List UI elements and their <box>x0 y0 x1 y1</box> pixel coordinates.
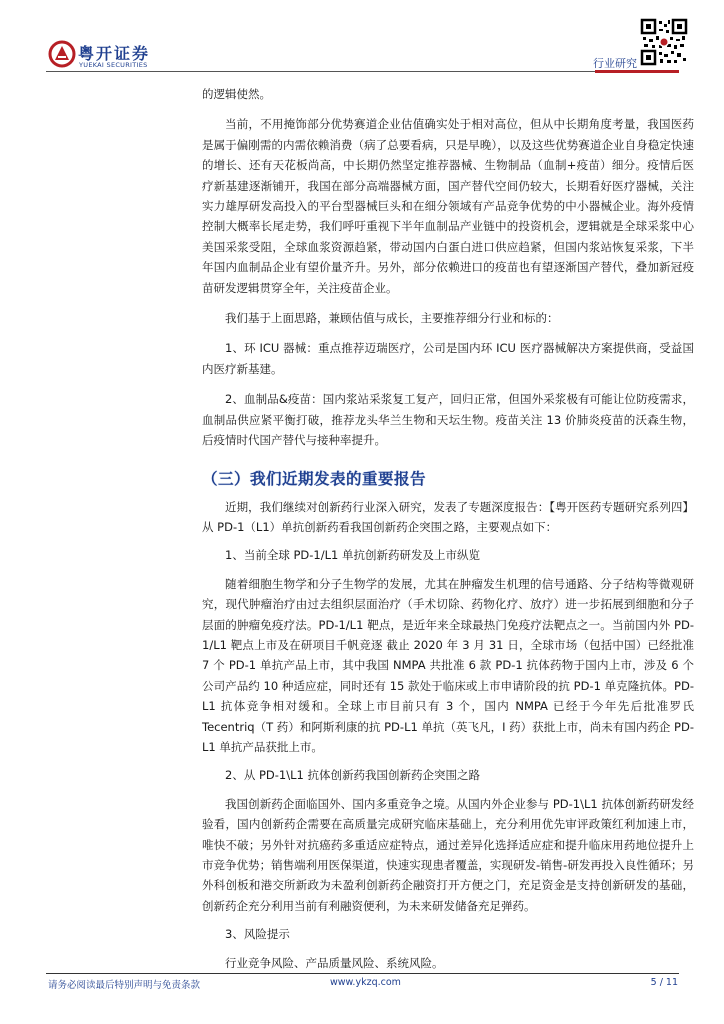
paragraph-breakthrough-path: 我国创新药企面临国外、国内多重竞争之境。从国内外企业参与 PD-1\L1 抗体创新药研发经验看，国内创新药企需要在高质量完成研究临床基础上，充分利用优先审评政策红利加速上市，唯快不破；另外针对抗癌药多重适应症特点，通过差异化选择适应症和提升临床用药地位提升上市竞争优势；销售端利用医保渠道，快速实现患者覆盖，实现研发-销售-研发再投入良性循环；另外科创板和港交所新政为未盈利创新药企融资打开方便之门，充足资金是支持创新研发的基础，创新药企充分利用当前有利融资便利，为未来研发储备充足弹药。 <box>202 796 694 913</box>
header-accent-rule <box>595 70 679 73</box>
qr-code-icon <box>640 18 688 66</box>
subheading-risk-warning: 3、风险提示 <box>225 927 290 942</box>
footer-divider <box>46 973 679 974</box>
paragraph-market-view: 当前，不用掩饰部分优势赛道企业估值确实处于相对高位，但从中长期角度考量，我国医药是属于偏刚需的内需依赖消费（病了总要看病，只是早晚），以及这些优势赛道企业自身稳定快速的增长、还有天花板尚高，中长期仍然坚定推荐器械、生物制品（血制+疫苗）细分。疫情后医疗新基建逐渐铺开，我国在部分高端器械方面，国产替代空间仍较大，长期看好医疗器械，关注实力雄厚研发高投入的平台型器械巨头和在细分领域有产品竞争优势的中小器械企业。海外疫情控制大概率长尾走势，我们呼吁重视下半年血制品产业链中的投资机会，逻辑就是全球采浆中心美国采浆受阻，全球血浆资源趋紧，带动国内白蛋白进口供应趋紧，但国内浆站恢复采浆，下半年国内血制品企业有望价量齐升。另外，部分依赖进口的疫苗也有望逐渐国产替代，叠加新冠疫苗研发逻辑贯穿全年，关注疫苗企业。 <box>202 117 694 295</box>
paragraph-blood-products-vaccines: 2、血制品&疫苗：国内浆站采浆复工复产，回归正常，但国外采浆极有可能让位防疫需求，血制品供应紧平衡打破，推荐龙头华兰生物和天坛生物。疫苗关注 13 价肺炎疫苗的沃森生物，后疫情时代国产替代与接种率提升。 <box>202 392 694 448</box>
logo-mark-icon <box>48 40 76 68</box>
paragraph-pd1-overview: 随着细胞生物学和分子生物学的发展，尤其在肿瘤发生机理的信号通路、分子结构等微观研究，现代肿瘤治疗由过去组织层面治疗（手术切除、药物化疗、放疗）进一步拓展到细胞和分子层面的肿瘤免疫疗法。PD-1/L1 靶点，是近年来全球最热门免疫疗法靶点之一。当前国内外 PD-1/L1 靶点上市及在研项目千帆竞逐 截止 2020 年 3 月 31 日，全球市场（包括中国）已经批准 7 个 PD-1 单抗产品上市，其中我国 NMPA 共批准 6 款 PD-1 抗体药物于国内上市，涉及 6 个公司产品约 10 种适应症，同时还有 15 款处于临床或上市申请阶段的抗 PD-1 单克隆抗体。PD-L1 抗体竞争相对缓和。全球上市目前只有 3 个，国内 NMPA 已经于今年先后批准罗氏 Tecentriq（T 药）和阿斯利康的抗 PD-L1 单抗（英飞凡，I 药）获批上市，尚未有国内药企 PD-L1 单抗产品获批上市。 <box>202 576 694 754</box>
footer-website-link[interactable]: www.ykzq.com <box>330 977 401 988</box>
subheading-global-overview: 1、当前全球 PD-1/L1 单抗创新药研发及上市纵览 <box>225 548 480 563</box>
paragraph-recommendation-intro: 我们基于上面思路，兼顾估值与成长，主要推荐细分行业和标的： <box>225 311 559 326</box>
subheading-breakthrough-path: 2、从 PD-1\L1 抗体创新药我国创新药企突围之路 <box>225 768 480 783</box>
report-type-label: 行业研究 <box>593 57 637 70</box>
paragraph-report-intro: 近期，我们继续对创新药行业深入研究，发表了专题深度报告：【粤开医药专题研究系列四】从 PD-1（L1）单抗创新药看我国创新药企突围之路，主要观点如下： <box>202 499 694 534</box>
page-number: 5 / 11 <box>650 977 678 988</box>
section-heading: （三）我们近期发表的重要报告 <box>202 469 427 488</box>
header-divider <box>46 71 679 72</box>
document-body <box>202 84 694 973</box>
logo-chinese-name: 粤开证券 <box>78 44 151 63</box>
footer-disclaimer: 请务必阅读最后特别声明与免责条款 <box>48 980 201 991</box>
paragraph-risk-list: 行业竞争风险、产品质量风险、系统风险。 <box>225 955 444 970</box>
logo-english-name: YUEKAI SECURITIES <box>79 61 148 69</box>
paragraph-icu-devices: 1、环 ICU 器械：重点推荐迈瑞医疗，公司是国内环 ICU 医疗器械解决方案提供商，受益国内医疗新基建。 <box>202 341 694 376</box>
paragraph-continuation: 的逻辑使然。 <box>202 87 271 101</box>
